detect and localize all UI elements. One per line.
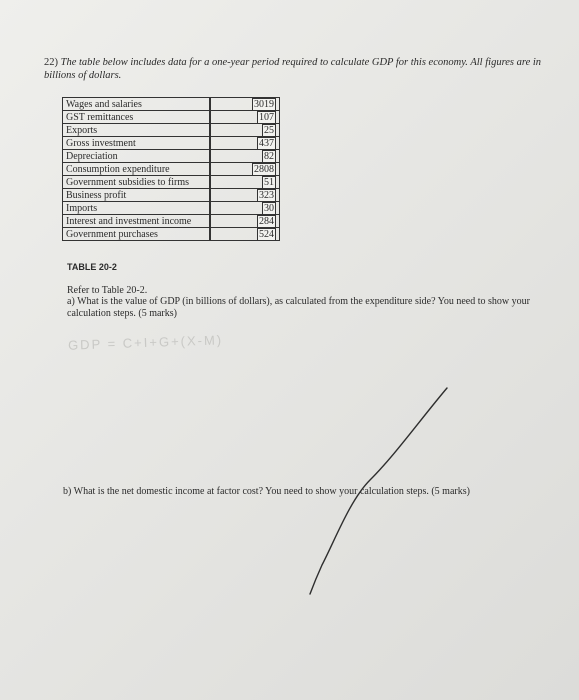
table-caption: TABLE 20-2: [67, 262, 117, 272]
question-number: 22): [44, 57, 58, 68]
row-label: Exports: [63, 124, 211, 137]
question-text: The table below includes data for a one-year period required to calculate GDP for this economy. All figures are in billions of dollars.: [44, 57, 542, 81]
question-part-b: b) What is the net domestic income at factor cost? You need to show your calculation steps. (5 marks): [63, 486, 470, 497]
row-value: 82: [264, 150, 274, 162]
row-value: 30: [264, 202, 274, 214]
row-label: Imports: [63, 202, 211, 215]
row-label: Consumption expenditure: [63, 163, 211, 176]
row-value: 524: [259, 228, 274, 240]
row-label: Interest and investment income: [63, 215, 211, 228]
question-part-a: a) What is the value of GDP (in billions of dollars), as calculated from the expenditure side? You need to show your calculation steps. (5 marks): [67, 296, 530, 319]
row-label: Government purchases: [63, 228, 211, 241]
row-label: GST remittances: [63, 111, 211, 124]
row-label: Gross investment: [63, 137, 211, 150]
bleed-through-text: GDP = C+I+G+(X-M): [67, 332, 224, 353]
row-value: 107: [259, 111, 274, 123]
row-value: 284: [259, 215, 274, 227]
table-reference: Refer to Table 20-2.: [67, 285, 148, 296]
row-value: 3019: [254, 98, 274, 110]
row-value: 2808: [254, 163, 274, 175]
row-value: 323: [259, 189, 274, 201]
row-label: Wages and salaries: [63, 98, 211, 111]
row-value: 25: [264, 124, 274, 136]
row-label: Business profit: [63, 189, 211, 202]
row-label: Depreciation: [63, 150, 211, 163]
row-value: 437: [259, 137, 274, 149]
row-label: Government subsidies to firms: [63, 176, 211, 189]
row-value: 51: [264, 176, 274, 188]
